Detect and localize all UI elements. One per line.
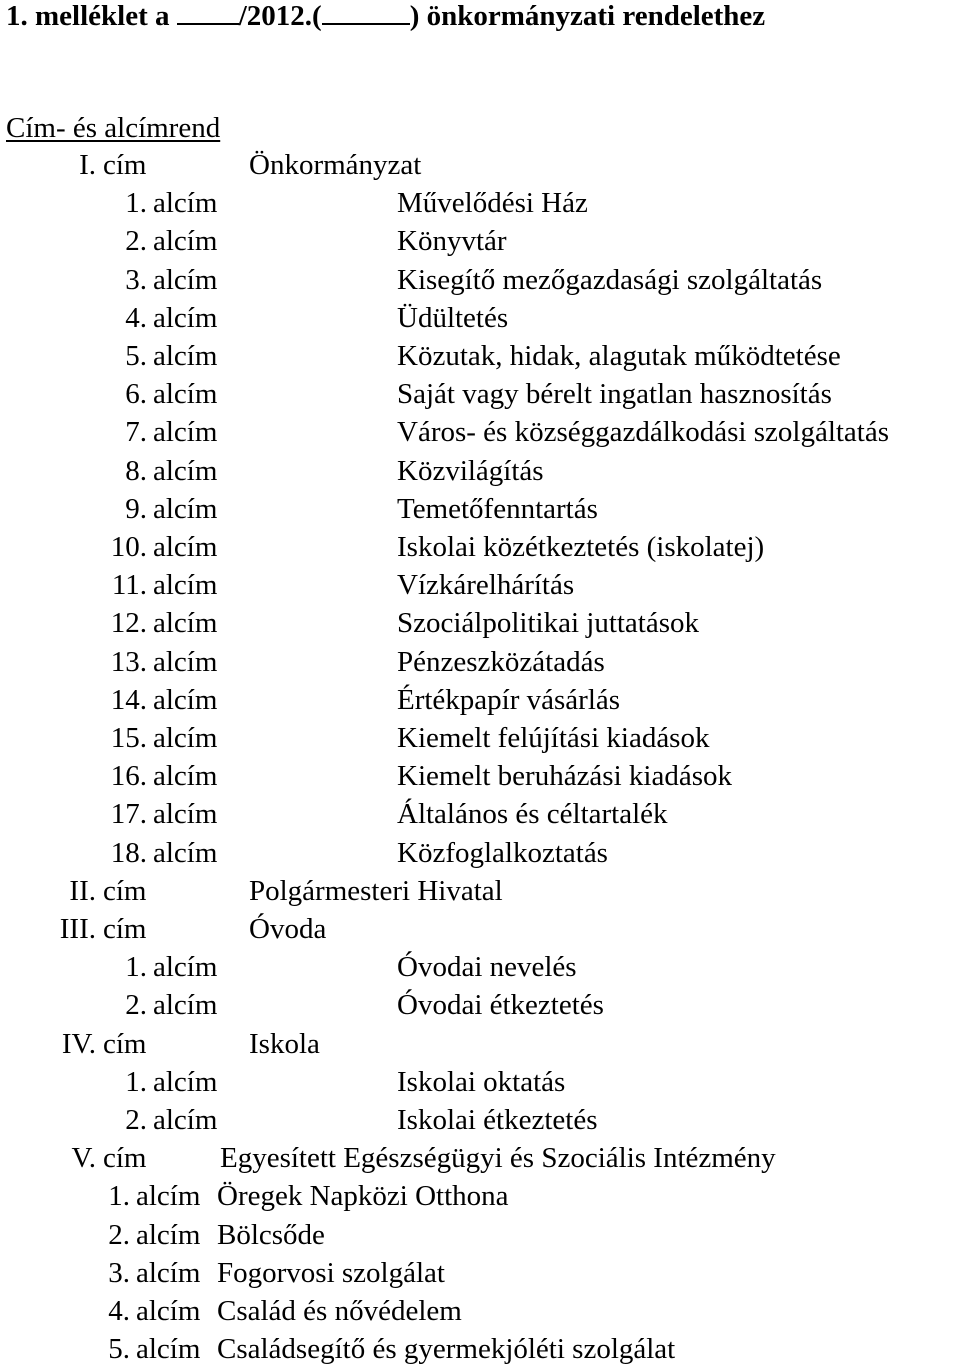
- item-name: Iskola: [249, 1027, 320, 1060]
- item-name: Kiemelt felújítási kiadások: [397, 722, 710, 754]
- section-heading: Cím- és alcímrend: [6, 112, 221, 144]
- item-name: Vízkárelhárítás: [397, 569, 575, 602]
- item-name: Művelődési Ház: [397, 187, 588, 220]
- list-item: [0, 834, 960, 872]
- item-number: 4.: [108, 1295, 130, 1327]
- list-item: [0, 528, 960, 566]
- list-item: [0, 1330, 960, 1368]
- item-number: I.: [79, 149, 96, 181]
- list-item: [0, 566, 960, 604]
- list-item: [0, 1292, 960, 1330]
- item-type-label: cím: [103, 874, 147, 907]
- list-item: [0, 222, 960, 260]
- item-name: Polgármesteri Hivatal: [249, 874, 503, 907]
- list-item: [0, 413, 960, 451]
- list-item: [0, 1139, 960, 1177]
- list-item: [0, 1216, 960, 1254]
- item-name: Egyesített Egészségügyi és Szociális Intézmény: [220, 1142, 776, 1175]
- item-type-label: alcím: [153, 569, 218, 602]
- list-item: [0, 299, 960, 337]
- list-item: [0, 375, 960, 413]
- item-name: Értékpapír vásárlás: [397, 683, 621, 716]
- item-type-label: alcím: [153, 607, 218, 640]
- item-number: 4.: [125, 301, 147, 334]
- item-type-label: alcím: [153, 798, 218, 831]
- item-type-label: alcím: [153, 683, 218, 716]
- item-number: 10.: [110, 531, 147, 563]
- item-name: Család és nővédelem: [217, 1295, 462, 1327]
- item-name: Saját vagy bérelt ingatlan hasznosítás: [397, 378, 832, 411]
- list-item: [0, 184, 960, 222]
- title-part-3: ) önkormányzati rendelethez: [409, 0, 766, 32]
- list-item: [0, 910, 960, 948]
- item-type-label: alcím: [153, 1104, 218, 1136]
- document-title: [6, 0, 765, 32]
- list-item: [0, 795, 960, 833]
- item-number: 2.: [125, 989, 147, 1022]
- item-type-label: alcím: [153, 531, 218, 563]
- item-type-label: alcím: [136, 1218, 201, 1251]
- item-type-label: alcím: [153, 416, 218, 449]
- item-number: 3.: [125, 263, 147, 296]
- item-name: Kisegítő mezőgazdasági szolgáltatás: [397, 263, 823, 296]
- item-name: Könyvtár: [397, 225, 507, 258]
- item-name: Öregek Napközi Otthona: [217, 1180, 509, 1213]
- item-name: Óvoda: [249, 913, 327, 945]
- item-type-label: alcím: [153, 378, 218, 411]
- list-item: [0, 1063, 960, 1101]
- item-number: 15.: [110, 722, 147, 754]
- item-type-label: cím: [103, 149, 147, 181]
- item-name: Óvodai nevelés: [397, 951, 577, 984]
- item-name: Fogorvosi szolgálat: [217, 1256, 445, 1289]
- item-type-label: alcím: [136, 1256, 201, 1289]
- item-type-label: cím: [103, 1142, 147, 1175]
- item-name: Bölcsőde: [217, 1218, 325, 1251]
- item-number: II.: [69, 874, 96, 907]
- item-number: IV.: [61, 1027, 96, 1060]
- item-number: 16.: [110, 760, 147, 793]
- item-name: Iskolai étkeztetés: [397, 1104, 598, 1136]
- item-number: 1.: [125, 1065, 147, 1098]
- item-name: Szociálpolitikai juttatások: [397, 607, 700, 640]
- item-type-label: alcím: [153, 187, 218, 220]
- item-name: Közfoglalkoztatás: [397, 836, 608, 869]
- item-type-label: alcím: [153, 454, 218, 487]
- item-number: 5.: [125, 340, 147, 372]
- item-type-label: alcím: [153, 1065, 218, 1098]
- list-item: [0, 643, 960, 681]
- item-number: 13.: [110, 645, 147, 678]
- list-item: [0, 719, 960, 757]
- item-type-label: alcím: [153, 989, 218, 1022]
- item-number: 8.: [125, 454, 147, 487]
- item-type-label: alcím: [153, 340, 218, 372]
- list-item: [0, 337, 960, 375]
- item-name: Családsegítő és gyermekjóléti szolgálat: [217, 1333, 676, 1366]
- list-item: [0, 986, 960, 1024]
- item-type-label: alcím: [136, 1295, 201, 1327]
- item-type-label: alcím: [153, 836, 218, 869]
- item-type-label: alcím: [153, 722, 218, 754]
- list-item: [0, 490, 960, 528]
- list-item: [0, 146, 960, 184]
- list-item: [0, 1025, 960, 1063]
- list-item: [0, 261, 960, 299]
- item-number: 1.: [125, 187, 147, 220]
- item-type-label: cím: [103, 913, 147, 945]
- item-name: Önkormányzat: [249, 149, 422, 181]
- item-number: 7.: [125, 416, 147, 449]
- list-item: [0, 872, 960, 910]
- blank-number: [177, 1, 239, 25]
- item-name: Közvilágítás: [397, 454, 544, 487]
- item-name: Iskolai közétkeztetés (iskolatej): [397, 531, 765, 563]
- item-name: Óvodai étkeztetés: [397, 989, 604, 1022]
- list-item: [0, 1101, 960, 1139]
- item-type-label: alcím: [136, 1333, 201, 1366]
- item-number: 18.: [110, 836, 147, 869]
- item-name: Pénzeszközátadás: [397, 645, 605, 678]
- item-number: III.: [59, 913, 96, 945]
- item-number: 11.: [111, 569, 147, 602]
- item-name: Város- és községgazdálkodási szolgáltatás: [397, 416, 890, 449]
- list-item: [0, 681, 960, 719]
- item-name: Iskolai oktatás: [397, 1065, 566, 1098]
- list-item: [0, 1177, 960, 1215]
- item-name: Kiemelt beruházási kiadások: [397, 760, 732, 793]
- item-name: Üdültetés: [397, 301, 509, 334]
- item-name: Közutak, hidak, alagutak működtetése: [397, 340, 841, 372]
- item-number: 2.: [125, 225, 147, 258]
- item-type-label: alcím: [153, 225, 218, 258]
- list-item: [0, 757, 960, 795]
- blank-date: [322, 1, 410, 25]
- item-type-label: alcím: [153, 645, 218, 678]
- item-type-label: alcím: [153, 301, 218, 334]
- item-number: 1.: [108, 1180, 130, 1213]
- list-item: [0, 948, 960, 986]
- list-item: [0, 452, 960, 490]
- item-number: 14.: [110, 683, 147, 716]
- item-number: 2.: [108, 1218, 130, 1251]
- item-number: 9.: [125, 492, 147, 525]
- list-item: [0, 1254, 960, 1292]
- item-number: 17.: [110, 798, 147, 831]
- item-type-label: alcím: [153, 263, 218, 296]
- item-number: V.: [71, 1142, 96, 1175]
- item-number: 5.: [108, 1333, 130, 1366]
- item-type-label: alcím: [153, 760, 218, 793]
- item-type-label: alcím: [153, 951, 218, 984]
- item-type-label: cím: [103, 1027, 147, 1060]
- list-item: [0, 604, 960, 642]
- item-number: 6.: [125, 378, 147, 411]
- title-part-1: 1. melléklet a: [6, 0, 177, 32]
- item-type-label: alcím: [153, 492, 218, 525]
- item-number: 2.: [125, 1104, 147, 1136]
- item-number: 1.: [125, 951, 147, 984]
- item-type-label: alcím: [136, 1180, 201, 1213]
- title-part-2: /2012.(: [238, 0, 322, 32]
- item-number: 12.: [110, 607, 147, 640]
- item-name: Általános és céltartalék: [397, 798, 668, 831]
- item-number: 3.: [108, 1256, 130, 1289]
- item-name: Temetőfenntartás: [397, 492, 598, 525]
